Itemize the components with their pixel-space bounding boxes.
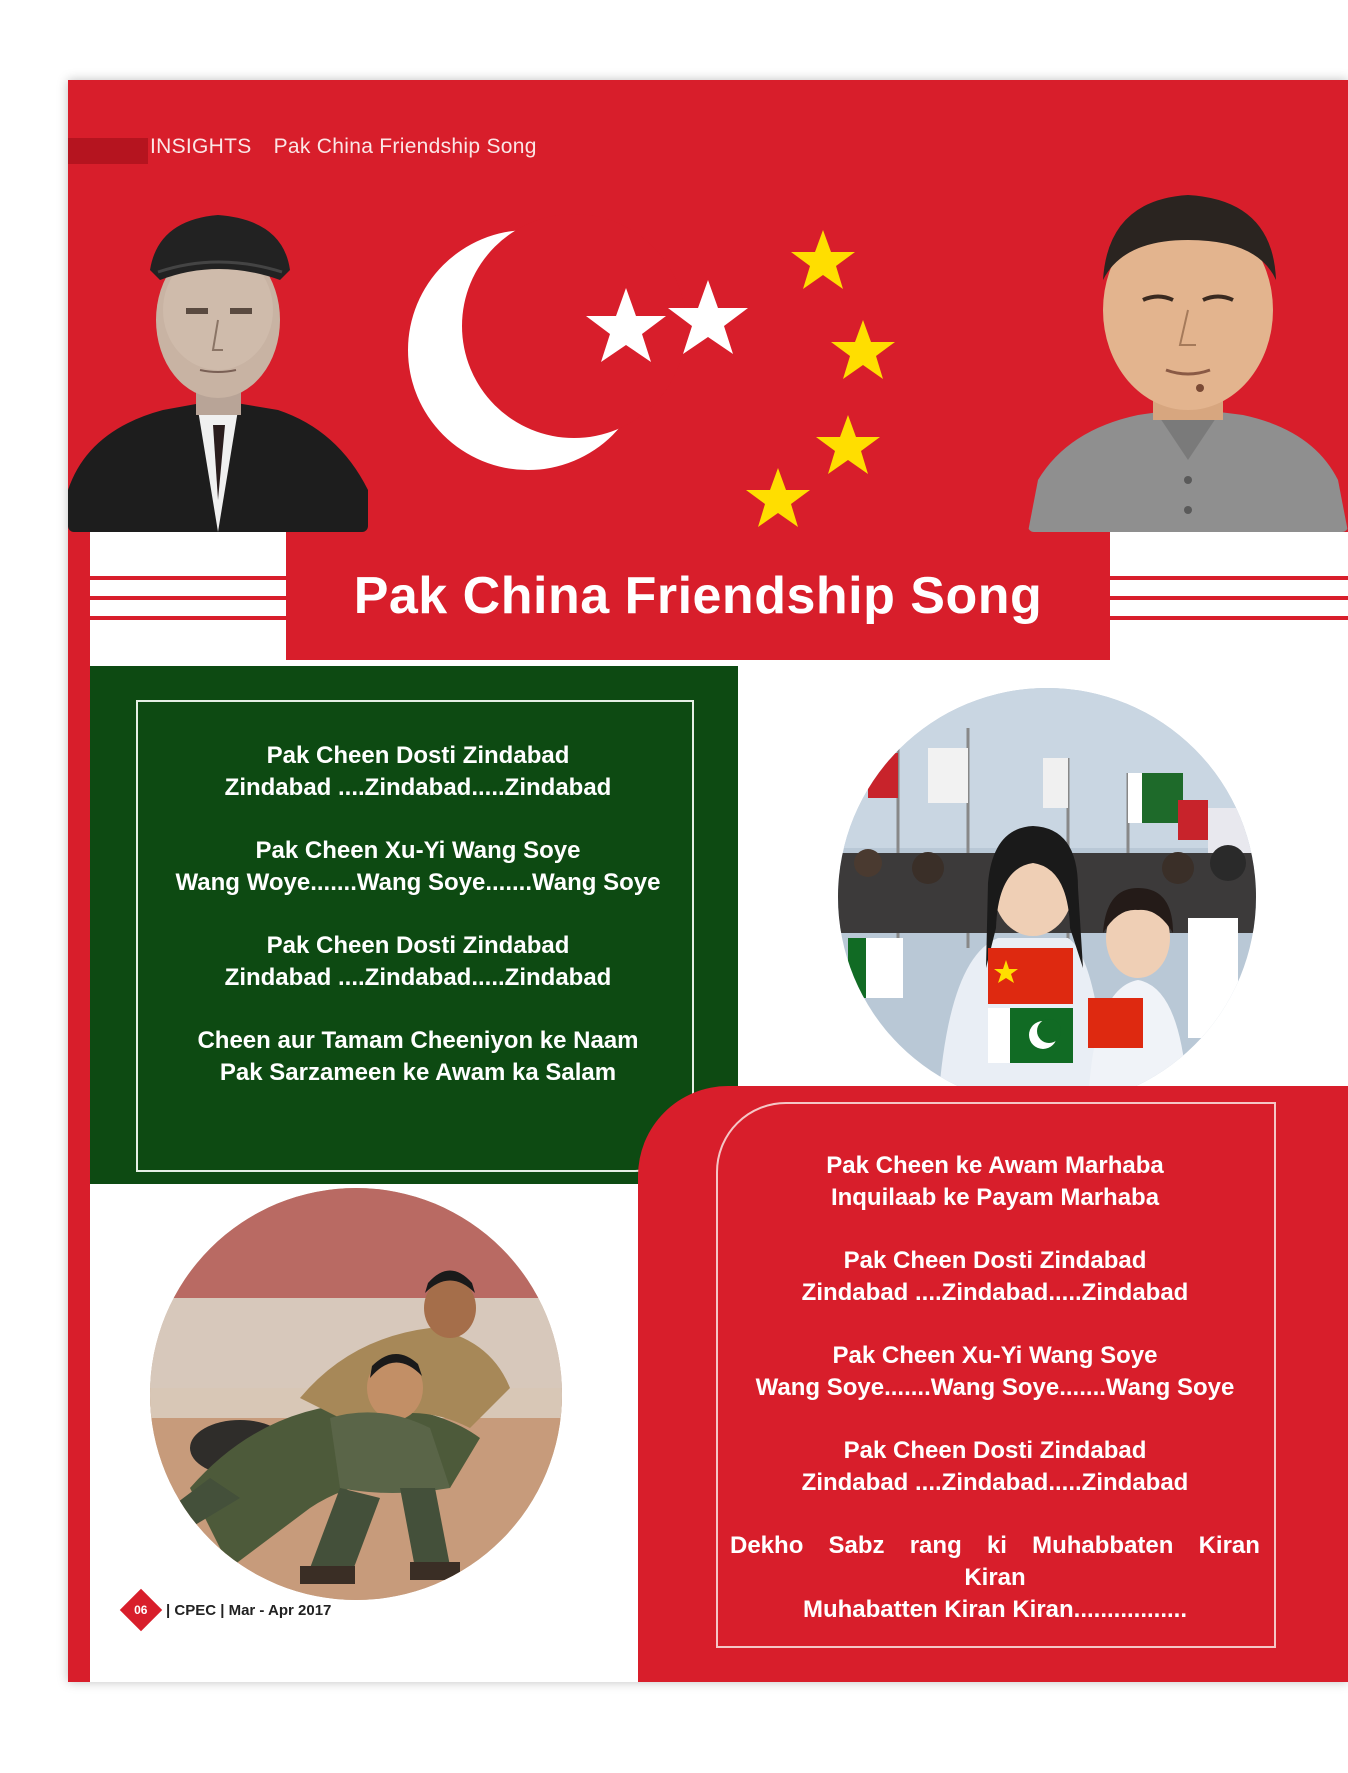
verse-word: rang [909,1532,962,1559]
verse-word: Kiran [1198,1532,1260,1559]
verse [148,930,688,994]
final-verse [730,1530,1260,1626]
verse-line-justified [730,1530,1260,1562]
verse-line: Zindabad ....Zindabad.....Zindabad [801,1469,1189,1496]
verse-word: Muhabbaten [1032,1532,1174,1559]
verse-line: Pak Cheen Xu-Yi Wang Soye [832,1342,1158,1369]
portrait-right [1028,160,1348,532]
verse-line: Pak Cheen Dosti Zindabad [843,1247,1147,1274]
verse-line: Wang Woye.......Wang Soye.......Wang Soye [175,869,661,896]
verse-line: Zindabad ....Zindabad.....Zindabad [801,1279,1189,1306]
magazine-page [68,80,1348,1682]
verse-line: Cheen aur Tamam Cheeniyon ke Naam [197,1027,639,1054]
title-box [286,532,1110,660]
verse-line: Wang Soye.......Wang Soye.......Wang Soye [755,1374,1235,1401]
yellow-star-icon [746,230,895,527]
page-number: 06 [134,1602,148,1617]
page-number-badge [120,1589,162,1631]
verse-line: Inquilaab ke Payam Marhaba [830,1184,1160,1211]
verse [730,1150,1260,1214]
verse [730,1340,1260,1404]
verse [148,1025,688,1089]
photo-soldiers [150,1188,562,1600]
verse [148,835,688,899]
verse-line: Pak Sarzameen ke Awam ka Salam [219,1059,617,1086]
verse-line: Zindabad ....Zindabad.....Zindabad [224,964,612,991]
flags-emblem [388,200,908,540]
verse-line: Pak Cheen Xu-Yi Wang Soye [255,837,581,864]
verse-word: Dekho [730,1532,804,1559]
section-label: INSIGHTS [150,135,252,158]
verses-left [148,740,688,1120]
verse-word: ki [986,1532,1007,1559]
verse [730,1245,1260,1309]
verse-line: Pak Cheen Dosti Zindabad [266,932,570,959]
verse-line: Pak Cheen Dosti Zindabad [843,1437,1147,1464]
left-accent-bar [68,532,90,1682]
page-footer [126,1596,331,1624]
verse-line: Pak Cheen ke Awam Marhaba [826,1152,1164,1179]
verse [730,1435,1260,1499]
page-title: Pak China Friendship Song [353,567,1043,625]
verse-line: Pak Cheen Dosti Zindabad [266,742,570,769]
portrait-left [68,160,368,532]
issue-date: | Mar - Apr 2017 [220,1601,332,1619]
header-subtitle: Pak China Friendship Song [273,135,537,158]
verse [148,740,688,804]
verse-word: Sabz [828,1532,885,1559]
verse-line: Zindabad ....Zindabad.....Zindabad [224,774,612,801]
verse-line: Muhabatten Kiran Kiran................. [802,1596,1188,1623]
photo-crowd-flags [838,688,1256,1106]
magazine-name: | CPEC [166,1601,217,1619]
verse-line: Kiran [964,1564,1026,1591]
verses-right [730,1150,1260,1657]
